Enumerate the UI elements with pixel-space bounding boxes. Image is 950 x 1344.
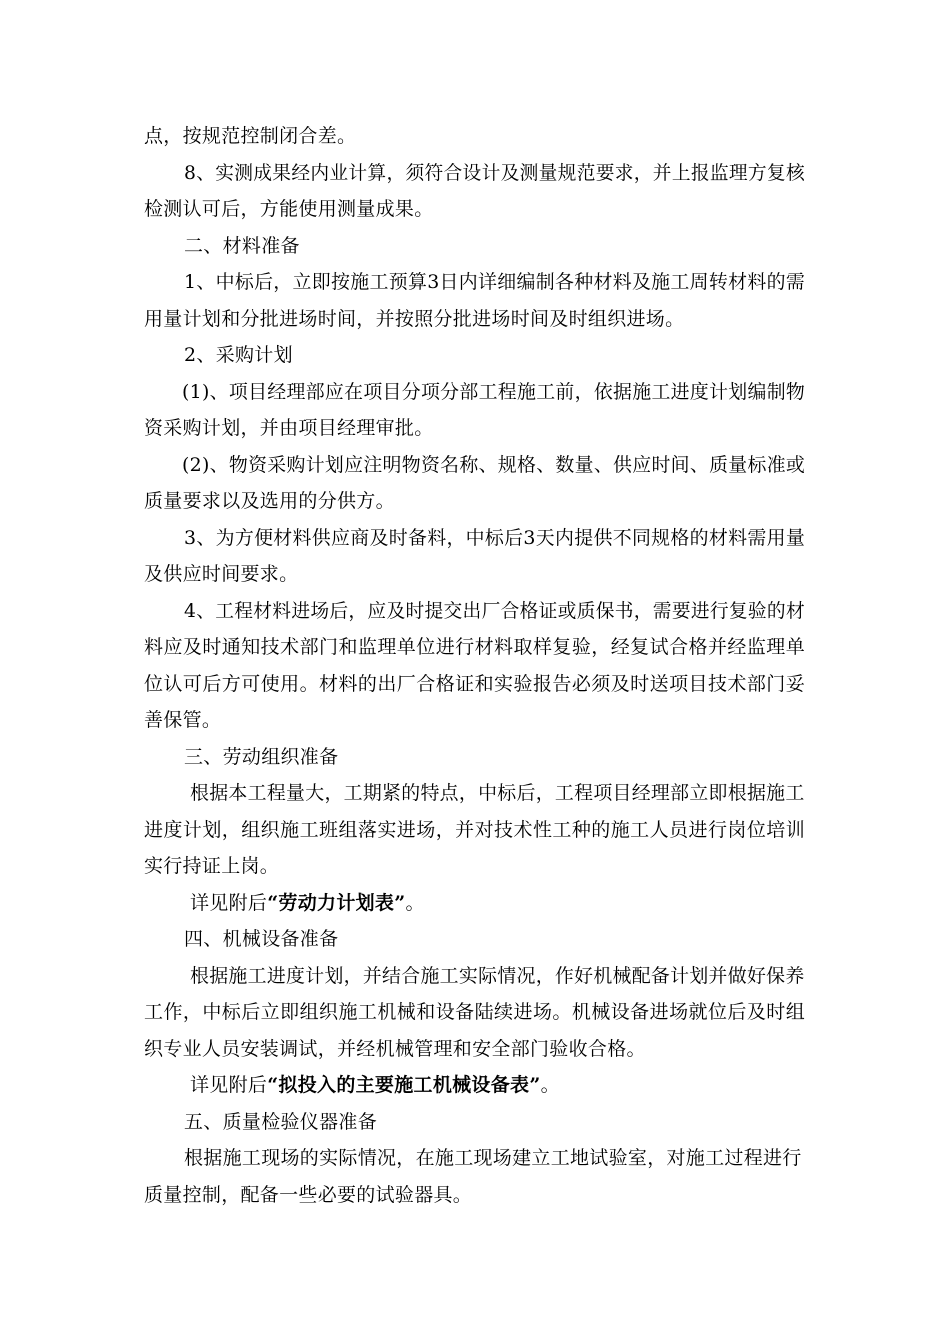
line-text: 二、材料准备: [184, 234, 300, 257]
text-line: [144, 812, 805, 849]
line-text: 1、中标后，立即按施工预算3日内详细编制各种材料及施工周转材料的需: [184, 271, 806, 293]
text-line: [182, 447, 805, 484]
text-line: [184, 337, 293, 374]
text-line: [144, 1031, 646, 1068]
text-line: [144, 191, 434, 228]
text-line: [184, 739, 338, 776]
line-text: 2、采购计划: [184, 344, 293, 366]
line-text: 用量计划和分批进场时间，并按照分批进场时间及时组织进场。: [144, 307, 685, 330]
line-text: 质量要求以及选用的分供方。: [144, 490, 395, 512]
text-line: [144, 410, 434, 447]
line-text-end: 。: [405, 891, 425, 914]
text-line: [144, 994, 805, 1031]
line-text: 进度计划，组织施工班组落实进场，并对技术性工种的施工人员进行岗位培训: [144, 818, 806, 841]
text-line: [144, 118, 356, 155]
line-text: 质量控制，配备一些必要的试验器具。: [144, 1183, 473, 1206]
text-line: [184, 155, 805, 192]
line-text: 详见附后: [190, 1074, 268, 1096]
line-text: 四、机械设备准备: [184, 928, 339, 950]
text-line: [184, 1104, 377, 1141]
text-line: [144, 556, 298, 593]
bold-reference: “拟投入的主要施工机械设备表”: [267, 1074, 541, 1096]
line-text: 工作，中标后立即组织施工机械和设备陆续进场。机械设备进场就位后及时组: [144, 1001, 806, 1023]
text-line: [184, 921, 338, 958]
line-text: 4、工程材料进场后，应及时提交出厂合格证或质保书，需要进行复验的材: [184, 599, 805, 622]
text-line: [184, 593, 805, 630]
text-line: [144, 483, 395, 520]
text-line: [144, 702, 221, 739]
text-line: [184, 264, 805, 301]
line-text: 资采购计划，并由项目经理审批。: [144, 417, 434, 439]
line-text: 根据本工程量大，工期紧的特点，中标后，工程项目经理部立即根据施工: [190, 782, 805, 804]
bold-reference: “劳动力计划表”: [267, 891, 406, 914]
line-text: 8、实测成果经内业计算，须符合设计及测量规范要求，并上报监理方复核: [184, 161, 805, 184]
text-line: [144, 301, 684, 338]
text-line: [184, 1140, 802, 1177]
line-text: 检测认可后，方能使用测量成果。: [144, 198, 434, 220]
line-text: 五、质量检验仪器准备: [184, 1110, 378, 1133]
text-line: [190, 775, 805, 812]
text-line: [184, 520, 805, 557]
line-text: 料应及时通知技术部门和监理单位进行材料取样复验，经复试合格并经监理单: [144, 636, 806, 658]
line-text: 点，按规范控制闭合差。: [144, 125, 357, 147]
text-line: [190, 958, 805, 995]
line-text: 根据施工进度计划，并结合施工实际情况，作好机械配备计划并做好保养: [190, 964, 805, 987]
line-text: 根据施工现场的实际情况，在施工现场建立工地试验室，对施工过程进行: [184, 1147, 802, 1169]
text-line: [190, 1067, 560, 1104]
line-text: 3、为方便材料供应商及时备料，中标后3天内提供不同规格的材料需用量: [184, 526, 806, 549]
line-text: 及供应时间要求。: [144, 563, 299, 585]
line-text: 织专业人员安装调试，并经机械管理和安全部门验收合格。: [144, 1037, 646, 1060]
text-line: [144, 666, 805, 703]
text-line: [182, 374, 805, 411]
text-line: [144, 629, 805, 666]
line-text: (1)、项目经理部应在项目分项分部工程施工前，依据施工进度计划编制物: [182, 380, 806, 403]
text-line: [144, 1177, 472, 1214]
line-text: 位认可后方可使用。材料的出厂合格证和实验报告必须及时送项目技术部门妥: [144, 672, 806, 695]
text-line: [184, 228, 300, 265]
line-text: 善保管。: [144, 709, 222, 731]
line-text: 三、劳动组织准备: [184, 745, 339, 768]
line-text: (2)、物资采购计划应注明物资名称、规格、数量、供应时间、质量标准或: [182, 453, 806, 476]
line-text: 详见附后: [190, 891, 268, 914]
line-text-end: 。: [540, 1074, 560, 1096]
text-line: [190, 885, 425, 922]
text-line: [144, 848, 279, 885]
line-text: 实行持证上岗。: [144, 855, 280, 877]
